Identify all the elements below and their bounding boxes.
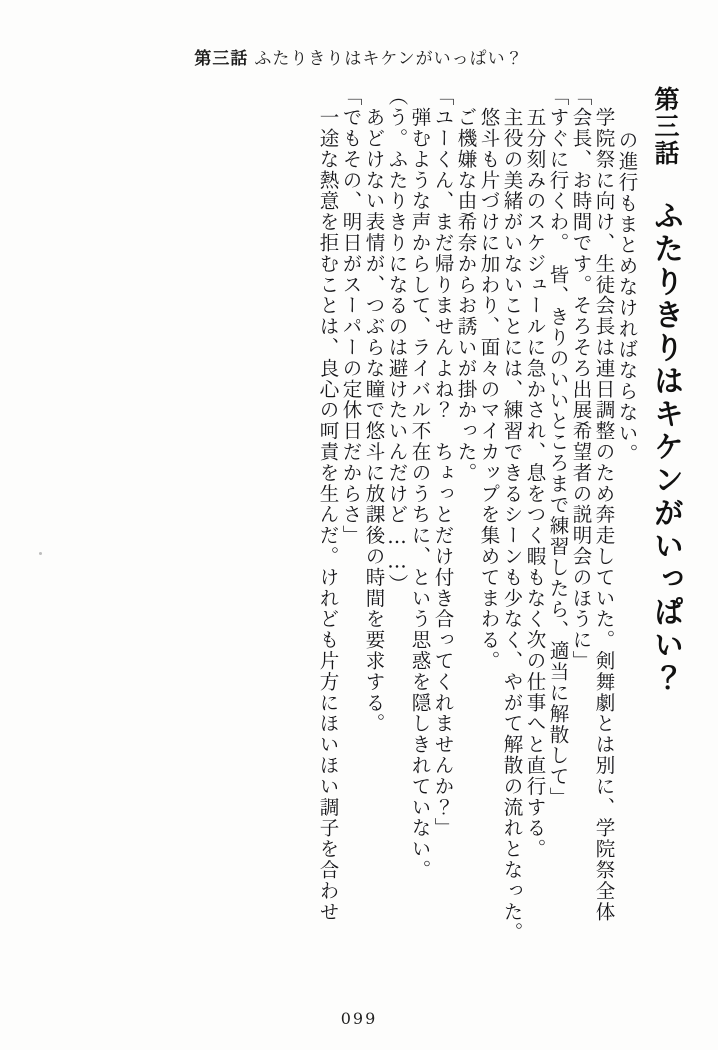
- text-column: 「会長、お時間です。そろそろ出展希望者の説明会のほうに」: [569, 86, 593, 672]
- running-head-chapter-label: 第三話: [194, 49, 249, 69]
- text-column: ご機嫌な由希奈からお誘いが掛かった。: [454, 86, 478, 484]
- text-column: 「ユーくん、まだ帰りませんよね？ ちょっとだけ付き合ってくれませんか？」: [431, 86, 455, 839]
- text-column: 弾むような声からして、ライバル不在のうちに、という思惑を隠しきれていない。: [408, 86, 432, 881]
- chapter-heading-number: 第三話: [651, 86, 680, 167]
- page-number: 099: [340, 1009, 378, 1028]
- text-column: 学院祭に向け、生徒会長は連日調整のため奔走していた。剣舞劇とは別に、学院祭全体: [592, 86, 616, 922]
- text-column: 「すぐに行くわ。 皆、きりのいいところまで練習したら、適当に解散して」: [546, 86, 570, 808]
- text-column: 五分刻みのスケジュールに急かされ、息をつく暇もなく次の仕事へと直行する。: [523, 86, 547, 860]
- text-column: 一途な熱意を拒むことは、良心の呵責を生んだ。けれども片方にほいほい調子を合わせ: [316, 86, 340, 922]
- text-column: 主役の美緒がいないことには、練習できるシーンも少なく、やがて解散の流れとなった。: [500, 86, 524, 943]
- vertical-text-body: [34, 86, 688, 986]
- text-column: 「でもその、明日がスーパーの定休日だからさ」: [339, 86, 363, 546]
- text-column: （う。ふたりきりになるのは避けたいんだけど……）: [385, 86, 409, 595]
- text-column: あどけない表情が、つぶらな瞳で悠斗に放課後の時間を要求する。: [362, 86, 386, 734]
- chapter-heading: [647, 86, 685, 695]
- text-column: 悠斗も片づけに加わり、面々のマイカップを集めてまわる。: [477, 86, 501, 672]
- running-head: [0, 44, 718, 69]
- running-head-title: ふたりきりはキケンがいっぱい？: [254, 49, 524, 69]
- text-column: の進行もまとめなければならない。: [615, 130, 639, 465]
- chapter-heading-title: ふたりきりはキケンがいっぱい？: [648, 200, 683, 695]
- paper-speck: [39, 552, 42, 555]
